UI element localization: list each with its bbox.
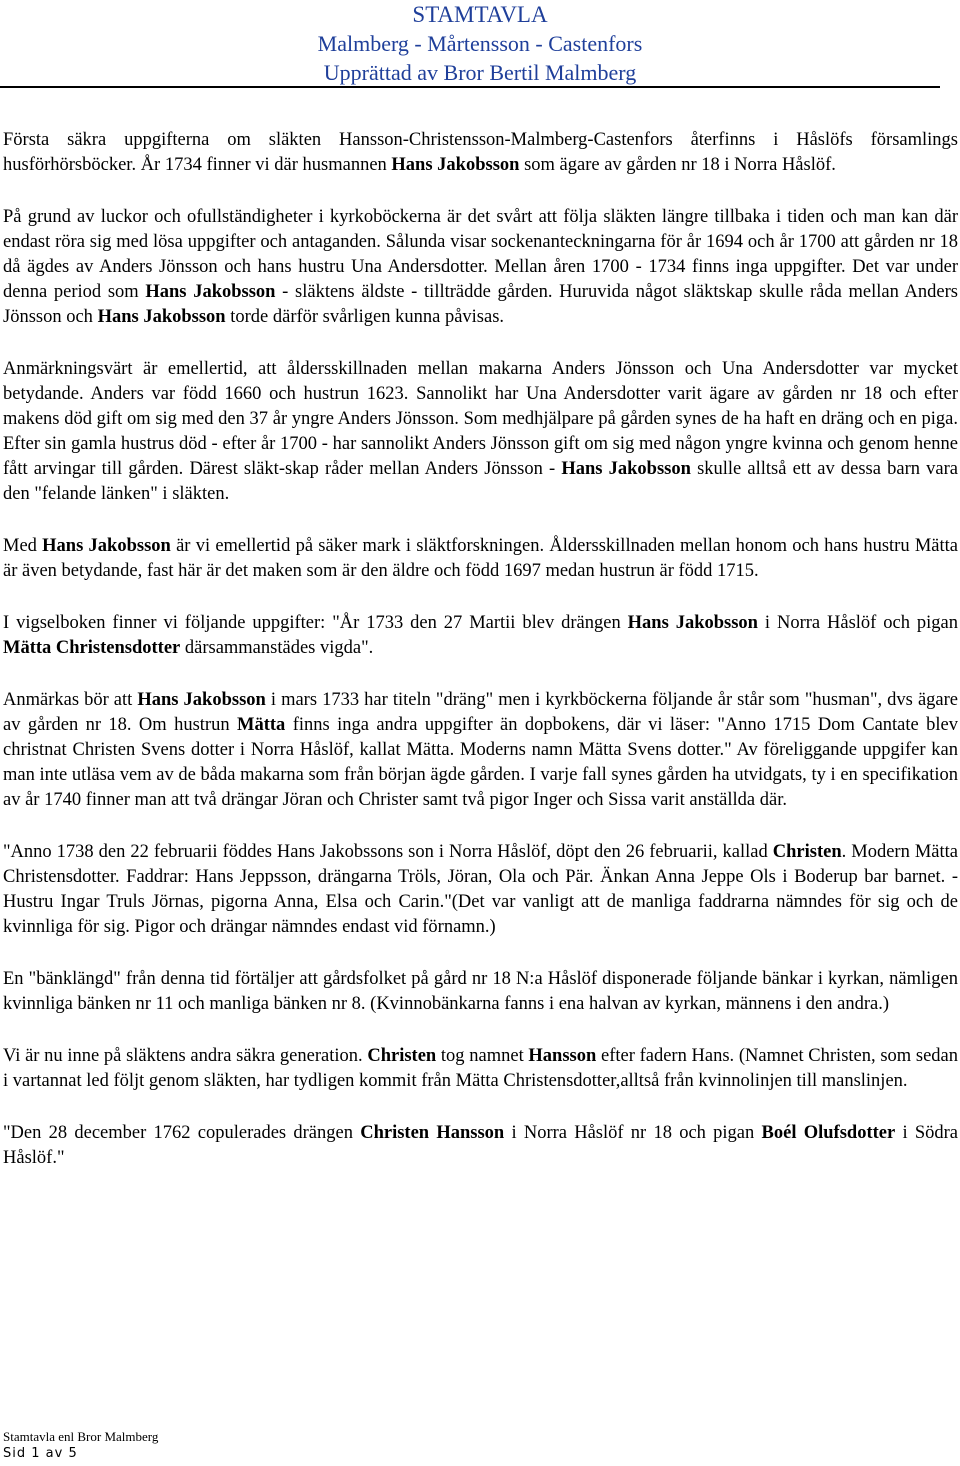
text-run: torde därför svårligen kunna påvisas. — [225, 307, 505, 327]
text-run: i Norra Håslöf nr 18 och pigan — [504, 1123, 762, 1143]
bold-name: Christen Hansson — [360, 1123, 505, 1143]
paragraph — [3, 611, 958, 661]
text-run: i Södra Håslöf." — [3, 1123, 958, 1168]
text-run: Anmärkas bör att — [3, 690, 138, 710]
text-run: Vi är nu inne på släktens andra säkra generation. — [3, 1046, 368, 1066]
text-run: i Norra Håslöf och pigan — [757, 613, 958, 633]
text-run: En "bänklängd" från denna tid förtäljer att gårdsfolket på gård nr 18 N:a Håslöf disponerade följande bänkar i kyrkan, nämligen kvinnliga bänken nr 11 och manliga bänken nr 8. (Kvinnobänkarna fanns i ena halvan av kyrkan, männens i den andra.) — [3, 969, 958, 1014]
paragraph — [3, 840, 958, 940]
bold-name: Hans Jakobsson — [145, 282, 276, 302]
paragraph — [3, 1044, 958, 1094]
bold-name: Hans Jakobsson — [137, 690, 266, 710]
paragraph — [3, 534, 958, 584]
document-author-line: Upprättad av Bror Bertil Malmberg — [323, 60, 637, 85]
text-run: som ägare av gården nr 18 i Norra Håslöf. — [519, 155, 836, 175]
header-rule — [0, 86, 940, 88]
document-subtitle: Malmberg - Mårtensson - Castenfors — [317, 31, 643, 56]
paragraph — [3, 1121, 958, 1171]
text-run: På grund av luckor och ofullständigheter i kyrkoböckerna är det svårt att följa släkten längre tillbaka i tiden och man kan där endast röra sig med lösa uppgifter och antaganden. Sålunda visar sockenanteckningarna för år 1694 och år 1700 att gården nr 18 då ägdes av Anders Jönsson och hans hustru Una Andersdotter. Mellan åren 1700 - 1734 finns inga uppgifter. Det var under denna period som — [3, 207, 958, 302]
text-run: Med — [3, 536, 43, 556]
text-run: efter fadern Hans. (Namnet Christen, som sedan i vartannat led följt genom släkten, har tydligen kommit från Mätta Christensdotter,alltså från kvinnolinjen till manslinjen. — [3, 1046, 958, 1091]
bold-name: Hans Jakobsson — [627, 613, 758, 633]
document-body — [3, 128, 958, 1171]
bold-name: Hans Jakobsson — [561, 459, 691, 479]
bold-name: Boél Olufsdotter — [761, 1123, 896, 1143]
bold-name: Hans Jakobsson — [42, 536, 171, 556]
bold-name: Christen — [772, 842, 842, 862]
paragraph — [3, 967, 958, 1017]
bold-name: Mätta Christensdotter — [3, 638, 181, 658]
bold-name: Christen — [367, 1046, 437, 1066]
page-header — [0, 0, 960, 87]
page-footer — [3, 1428, 158, 1462]
text-run: Första säkra uppgifterna om släkten Hansson-Christensson-Malmberg-Castenfors återfinns i Håslöfs församlings husförhörsböcker. År 1734 finner vi där husmannen — [3, 130, 958, 175]
paragraph — [3, 357, 958, 507]
text-run: tog namnet — [436, 1046, 529, 1066]
text-run: i mars 1733 har titeln "dräng" men i kyrkböckerna följande år står som "husman", dvs ägare av gården nr 18. Om hustrun — [3, 690, 958, 735]
text-run: Anmärkningsvärt är emellertid, att åldersskillnaden mellan makarna Anders Jönsson och Una Andersdotter var mycket betydande. Anders var född 1660 och hustrun 1623. Sannolikt har Una Andersdotter varit ägare av gården nr 18 och efter makens död gift om sig med den 37 år yngre Anders Jönsson. Som medhjälpare på gården synes de ha haft en dräng och en piga. Efter sin gamla hustrus död - efter år 1700 - har sannolikt Anders Jönsson gift om sig med någon yngre kvinna och genom henne fått arvingar till gården. Därest släkt-skap råder mellan Anders Jönsson - — [3, 359, 958, 479]
text-run: I vigselboken finner vi följande uppgifter: "År 1733 den 27 Martii blev drängen — [3, 613, 628, 633]
text-run: är vi emellertid på säker mark i släktforskningen. Åldersskillnaden mellan honom och hans hustru Mätta är även betydande, fast här är det maken som är den äldre och född 1697 medan hustrun är född 1715. — [3, 536, 958, 581]
page-number: Sid 1 av 5 — [3, 1446, 78, 1461]
text-run: "Anno 1738 den 22 februarii föddes Hans Jakobssons son i Norra Håslöf, döpt den 26 februarii, kallad — [3, 842, 773, 862]
bold-name: Hansson — [528, 1046, 597, 1066]
paragraph — [3, 128, 958, 178]
footer-source: Stamtavla enl Bror Malmberg — [3, 1429, 159, 1444]
paragraph — [3, 205, 958, 330]
document-title: STAMTAVLA — [412, 2, 548, 27]
paragraph — [3, 688, 958, 813]
bold-name: Hans Jakobsson — [391, 155, 520, 175]
text-run: skulle alltså ett av dessa barn vara den "felande länken" i släkten. — [3, 459, 958, 504]
bold-name: Mätta — [237, 715, 286, 735]
text-run: . Modern Mätta Christensdotter. Faddrar: Hans Jeppsson, drängarna Tröls, Jöran, Ola och Pär. Änkan Anna Jeppe Ols i Boderup bar barnet. - Hustru Ingar Truls Jörnas, pigorna Anna, Elsa och Carin."(Det var vanligt att de manliga faddrarna nämndes för sig och de kvinnliga för sig. Pigor och drängar nämndes endast vid förnamn.) — [3, 842, 958, 937]
text-run: finns inga andra uppgifter än dopbokens, där vi läser: "Anno 1715 Dom Cantate blev christnat Christen Svens dotter i Norra Håslöf, kallat Mätta. Moderns namn Mätta Svens dotter." Av föreliggande uppgifer kan man inte utläsa vem av de båda makarna som från början ägde gården. I varje fall synes gården ha utvidgats, ty i en specifikation av år 1740 finner man att två drängar Jöran och Christer samt två pigor Inger och Sissa varit anställda där. — [3, 715, 958, 810]
text-run: "Den 28 december 1762 copulerades drängen — [3, 1123, 361, 1143]
bold-name: Hans Jakobsson — [97, 307, 226, 327]
text-run: därsammanstädes vigda". — [180, 638, 374, 658]
text-run: - släktens äldste - tillträdde gården. Huruvida något släktskap skulle råda mellan Anders Jönsson och — [3, 282, 958, 327]
